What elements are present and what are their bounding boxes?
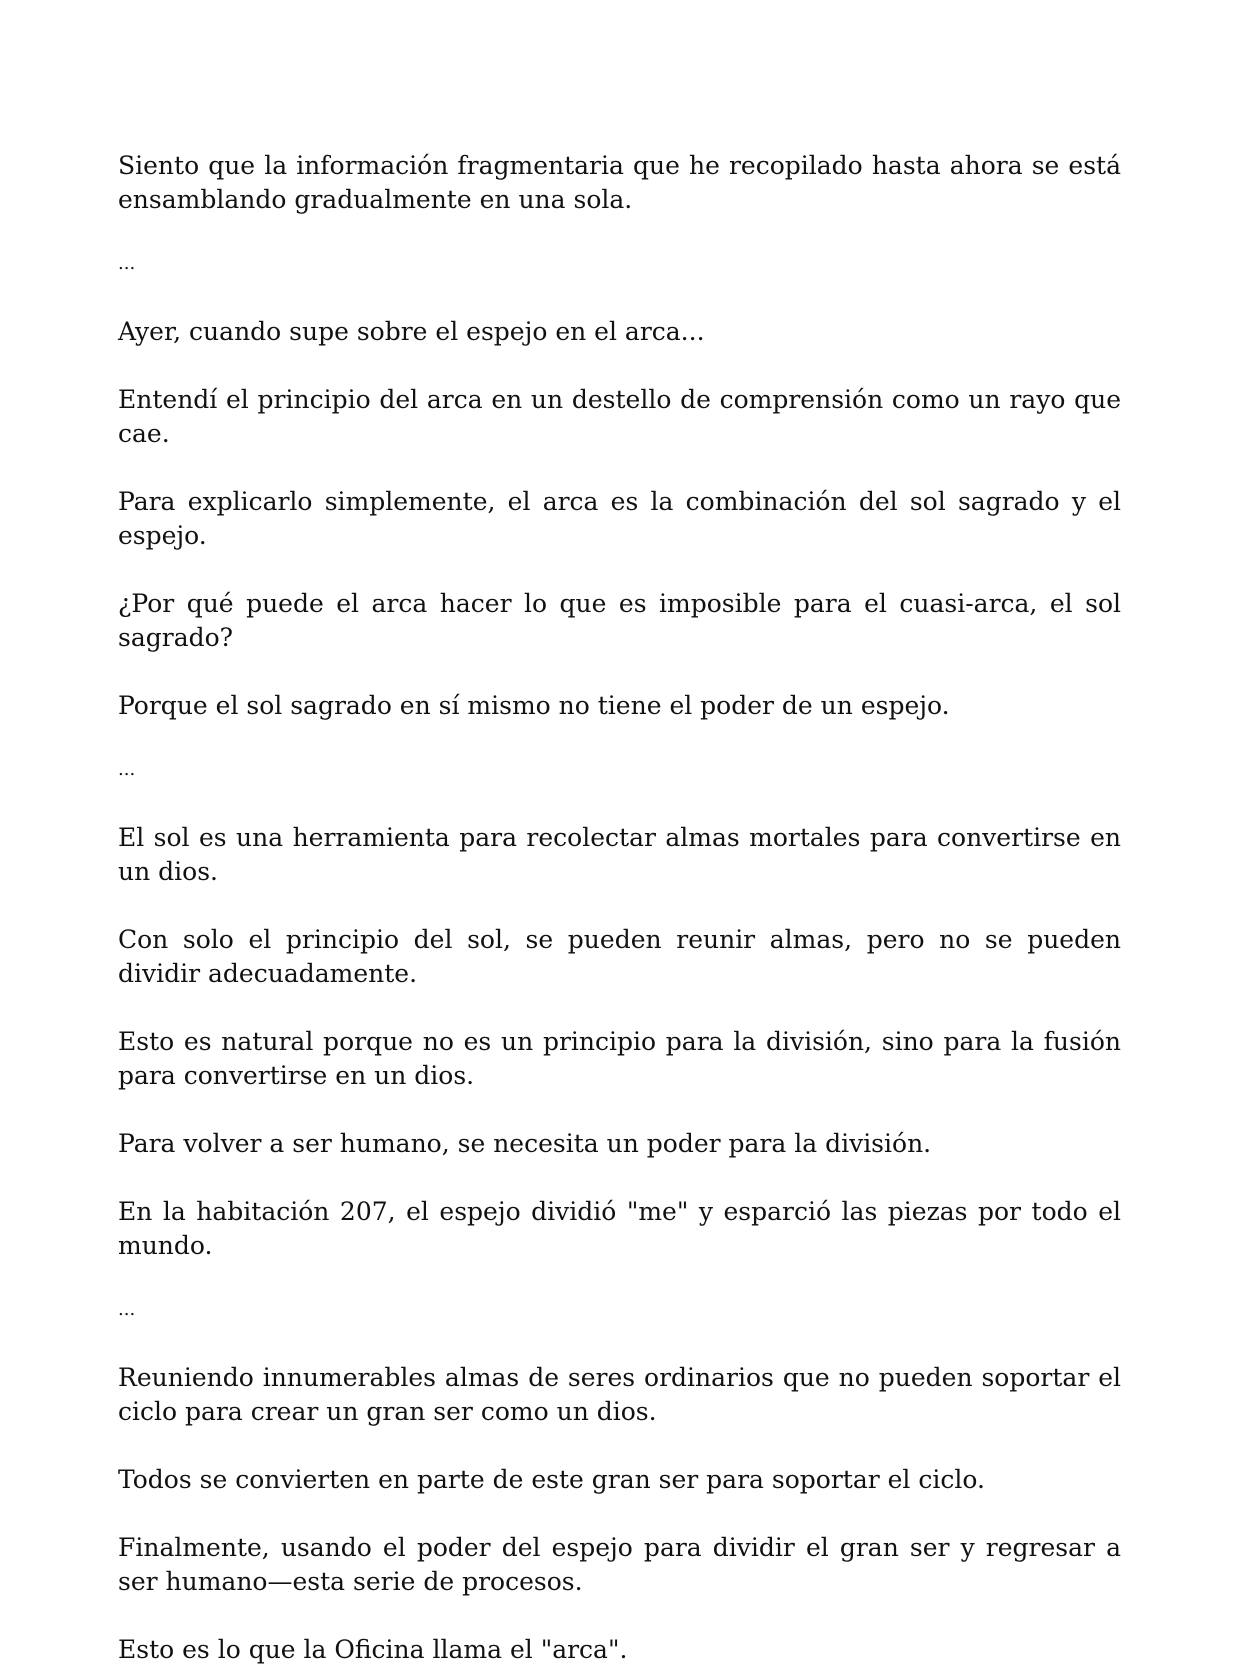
paragraph-7: El sol es una herramienta para recolectar almas mortales para convertirse en un dios.: [118, 823, 1121, 886]
paragraph-9: Esto es natural porque no es un principio para la división, sino para la fusión para convertirse en un dios.: [118, 1027, 1121, 1090]
paragraph-12: Reuniendo innumerables almas de seres ordinarios que no pueden soportar el ciclo para crear un gran ser como un dios.: [118, 1363, 1121, 1426]
paragraph-11: En la habitación 207, el espejo dividió "me" y esparció las piezas por todo el mundo.: [118, 1197, 1121, 1260]
section-break-3: ...: [118, 1299, 136, 1320]
paragraph-4: Para explicarlo simplemente, el arca es la combinación del sol sagrado y el espejo.: [118, 487, 1121, 550]
paragraph-14: Finalmente, usando el poder del espejo para dividir el gran ser y regresar a ser humano—esta serie de procesos.: [118, 1533, 1121, 1596]
document-body: [118, 149, 1121, 1667]
section-break-1: ...: [118, 253, 136, 274]
section-break-2: ...: [118, 759, 136, 780]
paragraph-8: Con solo el principio del sol, se pueden reunir almas, pero no se pueden dividir adecuadamente.: [118, 925, 1121, 988]
paragraph-3: Entendí el principio del arca en un destello de comprensión como un rayo que cae.: [118, 385, 1121, 448]
paragraph-13: Todos se convierten en parte de este gran ser para soportar el ciclo.: [118, 1465, 985, 1494]
paragraph-10: Para volver a ser humano, se necesita un poder para la división.: [118, 1129, 932, 1158]
paragraph-15: Esto es lo que la Oficina llama el "arca".: [118, 1635, 628, 1664]
paragraph-6: Porque el sol sagrado en sí mismo no tiene el poder de un espejo.: [118, 691, 950, 720]
paragraph-5: ¿Por qué puede el arca hacer lo que es imposible para el cuasi-arca, el sol sagrado?: [118, 589, 1121, 652]
paragraph-2: Ayer, cuando supe sobre el espejo en el arca...: [118, 317, 705, 346]
paragraph-1: Siento que la información fragmentaria que he recopilado hasta ahora se está ensamblando gradualmente en una sola.: [118, 151, 1121, 214]
